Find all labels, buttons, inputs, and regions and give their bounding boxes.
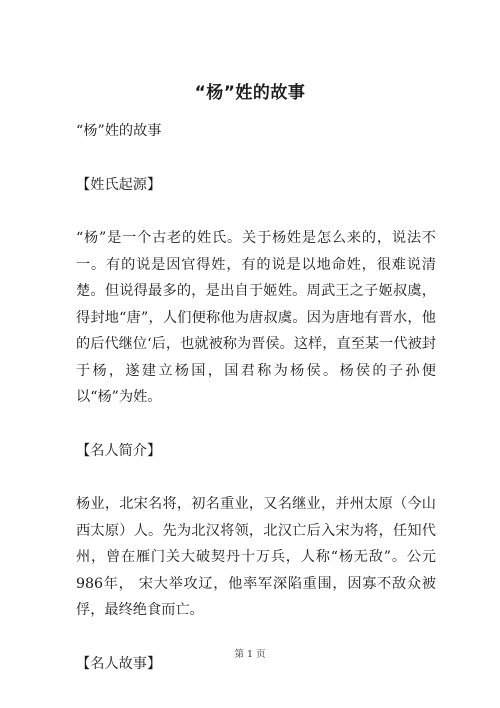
section-paragraph-biography: 杨业，北宋名将，初名重业，又名继业，并州太原（今山西太原）人。先为北汉将领，北汉亡后入宋为将，任知代州，曾在雁门关大破契丹十万兵，人称“杨无敌”。公元986年， 宋大举攻辽，他率军深陷重围，因寡不敌众被俘，最终绝食而亡。 — [76, 496, 436, 618]
document-body — [76, 118, 436, 704]
document-subtitle: “杨”姓的故事 — [76, 123, 162, 139]
section-paragraph-origin: “杨”是一个古老的姓氏。关于杨姓是怎么来的，说法不一。有的说是因官得姓，有的说是以地命姓，很难说清楚。但说得最多的，是出自于姬姓。周武王之子姬叔虞，得封地“唐”，人们便称他为唐叔虞。因为唐地有晋水，他的后代继位‘后，也就被称为晋侯。这样，直至某一代被封于杨，遂建立杨国，国君称为杨侯。杨侯的子孙便以“杨”为姓。 — [76, 230, 436, 405]
section-heading-biography: 【名人简介】 — [76, 442, 162, 459]
page-number: 第 1 页 — [234, 649, 266, 660]
page-title: “杨”姓的故事 — [194, 83, 306, 103]
section-heading-stories: 【名人故事】 — [76, 655, 162, 672]
section-heading-origin: 【姓氏起源】 — [76, 176, 162, 193]
